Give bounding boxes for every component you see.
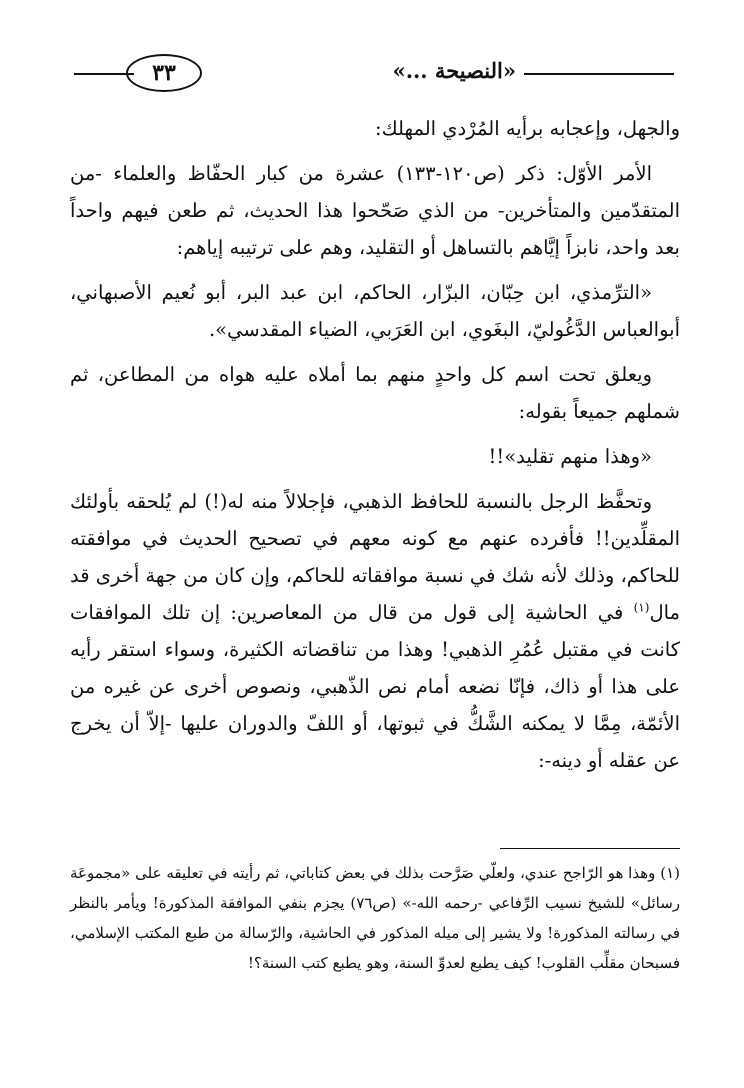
paragraph-dhahabi-part2: في الحاشية إلى قول من قال من المعاصرين: إن تلك الموافقات كانت في مقتبل عُمُرِ الذهبي! وهذا من تناقضاته الكثيرة، وسواء استقر رأيه على هذا أو ذاك، فإنّا نضعه أمام نص الذّهبي، ونصوص أخرى عن غيره من الأئمّة، مِمَّا لا يمكنه الشَّكُّ في ثبوتها، أو اللفّ والدوران عليها -إلاّ أن يخرج عن عقله أو دينه-: bbox=[70, 601, 680, 772]
header-rule-right bbox=[524, 73, 674, 75]
footnote-reference[interactable]: (١) bbox=[633, 600, 650, 615]
header-rule-left bbox=[74, 73, 134, 75]
page-header bbox=[74, 52, 674, 96]
paragraph-scholars-list: «الترِّمذي، ابن حِبّان، البزّار، الحاكم، ابن عبد البر، أبو نُعيم الأصبهاني، أبوالعباس الدَّغُوليّ، البغَوي، ابن العَرَبي، الضياء المقدسي». bbox=[70, 281, 680, 341]
footnotes-section bbox=[70, 858, 680, 978]
main-text bbox=[70, 110, 680, 779]
footnote-1: (١) وهذا هو الرّاجح عندي، ولعلّي صَرَّحت بذلك في بعض كتاباتي، ثم رأيته في تعليقه على «مجموعَة رسائل» للشيخ نسيب الرِّفاعي -رحمه الله-» (ص٧٦) يجزم بنفي الموافقة المذكورة! ويأمر بالنظر في رسالته المذكورة! ولا يشير إلى ميله المذكور في الحاشية، والرّسالة من طبع المكتب الإسلامي، فسبحان مقلِّب القلوب! كيف يطبع لعدوِّ السنة، وهو يطبع كتب السنة؟! bbox=[70, 864, 681, 972]
running-title: «النصيحة ...» bbox=[392, 58, 516, 83]
paragraph-dhahabi-part1: وتحفَّظ الرجل بالنسبة للحافظ الذهبي، فإجلالاً منه له(!) لم يُلحقه بأولئك المقلِّدين!! فأفرده عنهم مع كونه معهم في تصحيح الحديث في موافقته للحاكم، وذلك لأنه شك في نسبة موافقاته للحاكم، وإن كان من جهة أخرى قد مال bbox=[69, 490, 680, 624]
paragraph-first-matter: الأمر الأوّل: ذكر (ص١٢٠-١٣٣) عشرة من كبار الحفّاظ والعلماء -من المتقدّمين والمتأخرين- من الذي صَحّحوا هذا الحديث، ثم طعن فيهم واحداً بعد واحد، نابزاً إيَّاهم بالتساهل أو التقليد، وهم على ترتيبه إياهم: bbox=[70, 162, 680, 259]
page-number: ٣٣ bbox=[126, 54, 202, 92]
paragraph-quote: «وهذا منهم تقليد»!! bbox=[488, 445, 652, 468]
paragraph-intro: والجهل، وإعجابه برأيه المُرْدي المهلك: bbox=[375, 117, 680, 140]
paragraph-dhahabi bbox=[70, 483, 680, 779]
footnote-separator bbox=[500, 848, 680, 849]
paragraph-comment: ويعلق تحت اسم كل واحدٍ منهم بما أملاه عليه هواه من المطاعن، ثم شملهم جميعاً بقوله: bbox=[70, 363, 680, 423]
